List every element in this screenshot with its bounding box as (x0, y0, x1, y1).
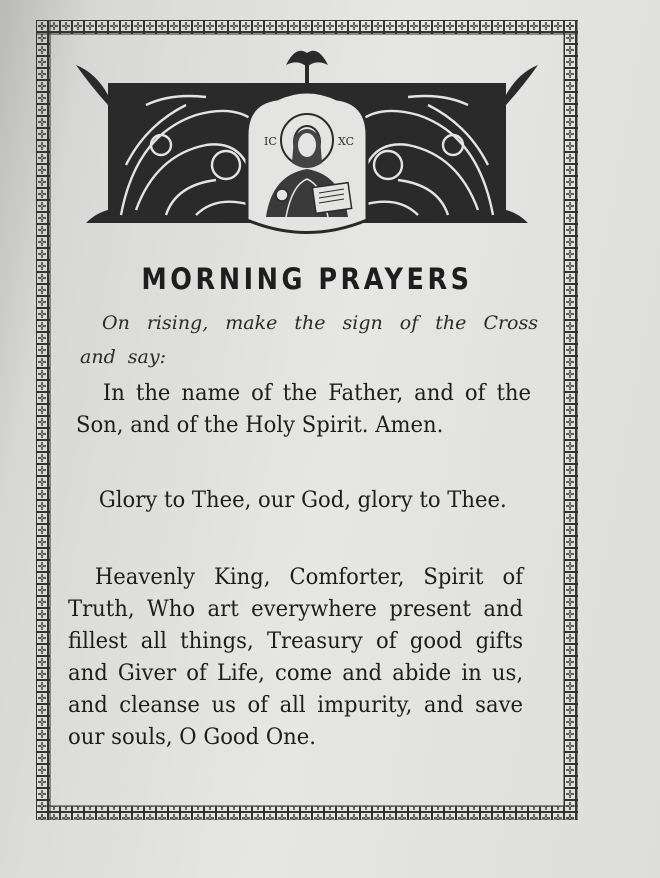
xc-letters: XC (338, 135, 355, 148)
prayer-paragraph-2: Glory to Thee, our God, glory to Thee. (98, 488, 507, 513)
prayer-paragraph-3: Heavenly King, Comforter, Spirit of Truth, Who art everywhere present and fillest all things, Treasury of good gifts and Giver of Life, come and abide in us, and cleanse us of all impurity, and save our souls, O Good One. (68, 565, 524, 750)
icon-header-ornament (76, 45, 538, 243)
page-title: MORNING PRAYERS (141, 262, 473, 296)
ic-letters: IC (264, 135, 277, 148)
prayer-paragraph-1: In the name of the Father, and of the Son, and of the Holy Spirit. Amen. (76, 381, 532, 438)
rubric-instruction: On rising, make the sign of the Cross and say: (80, 312, 538, 368)
